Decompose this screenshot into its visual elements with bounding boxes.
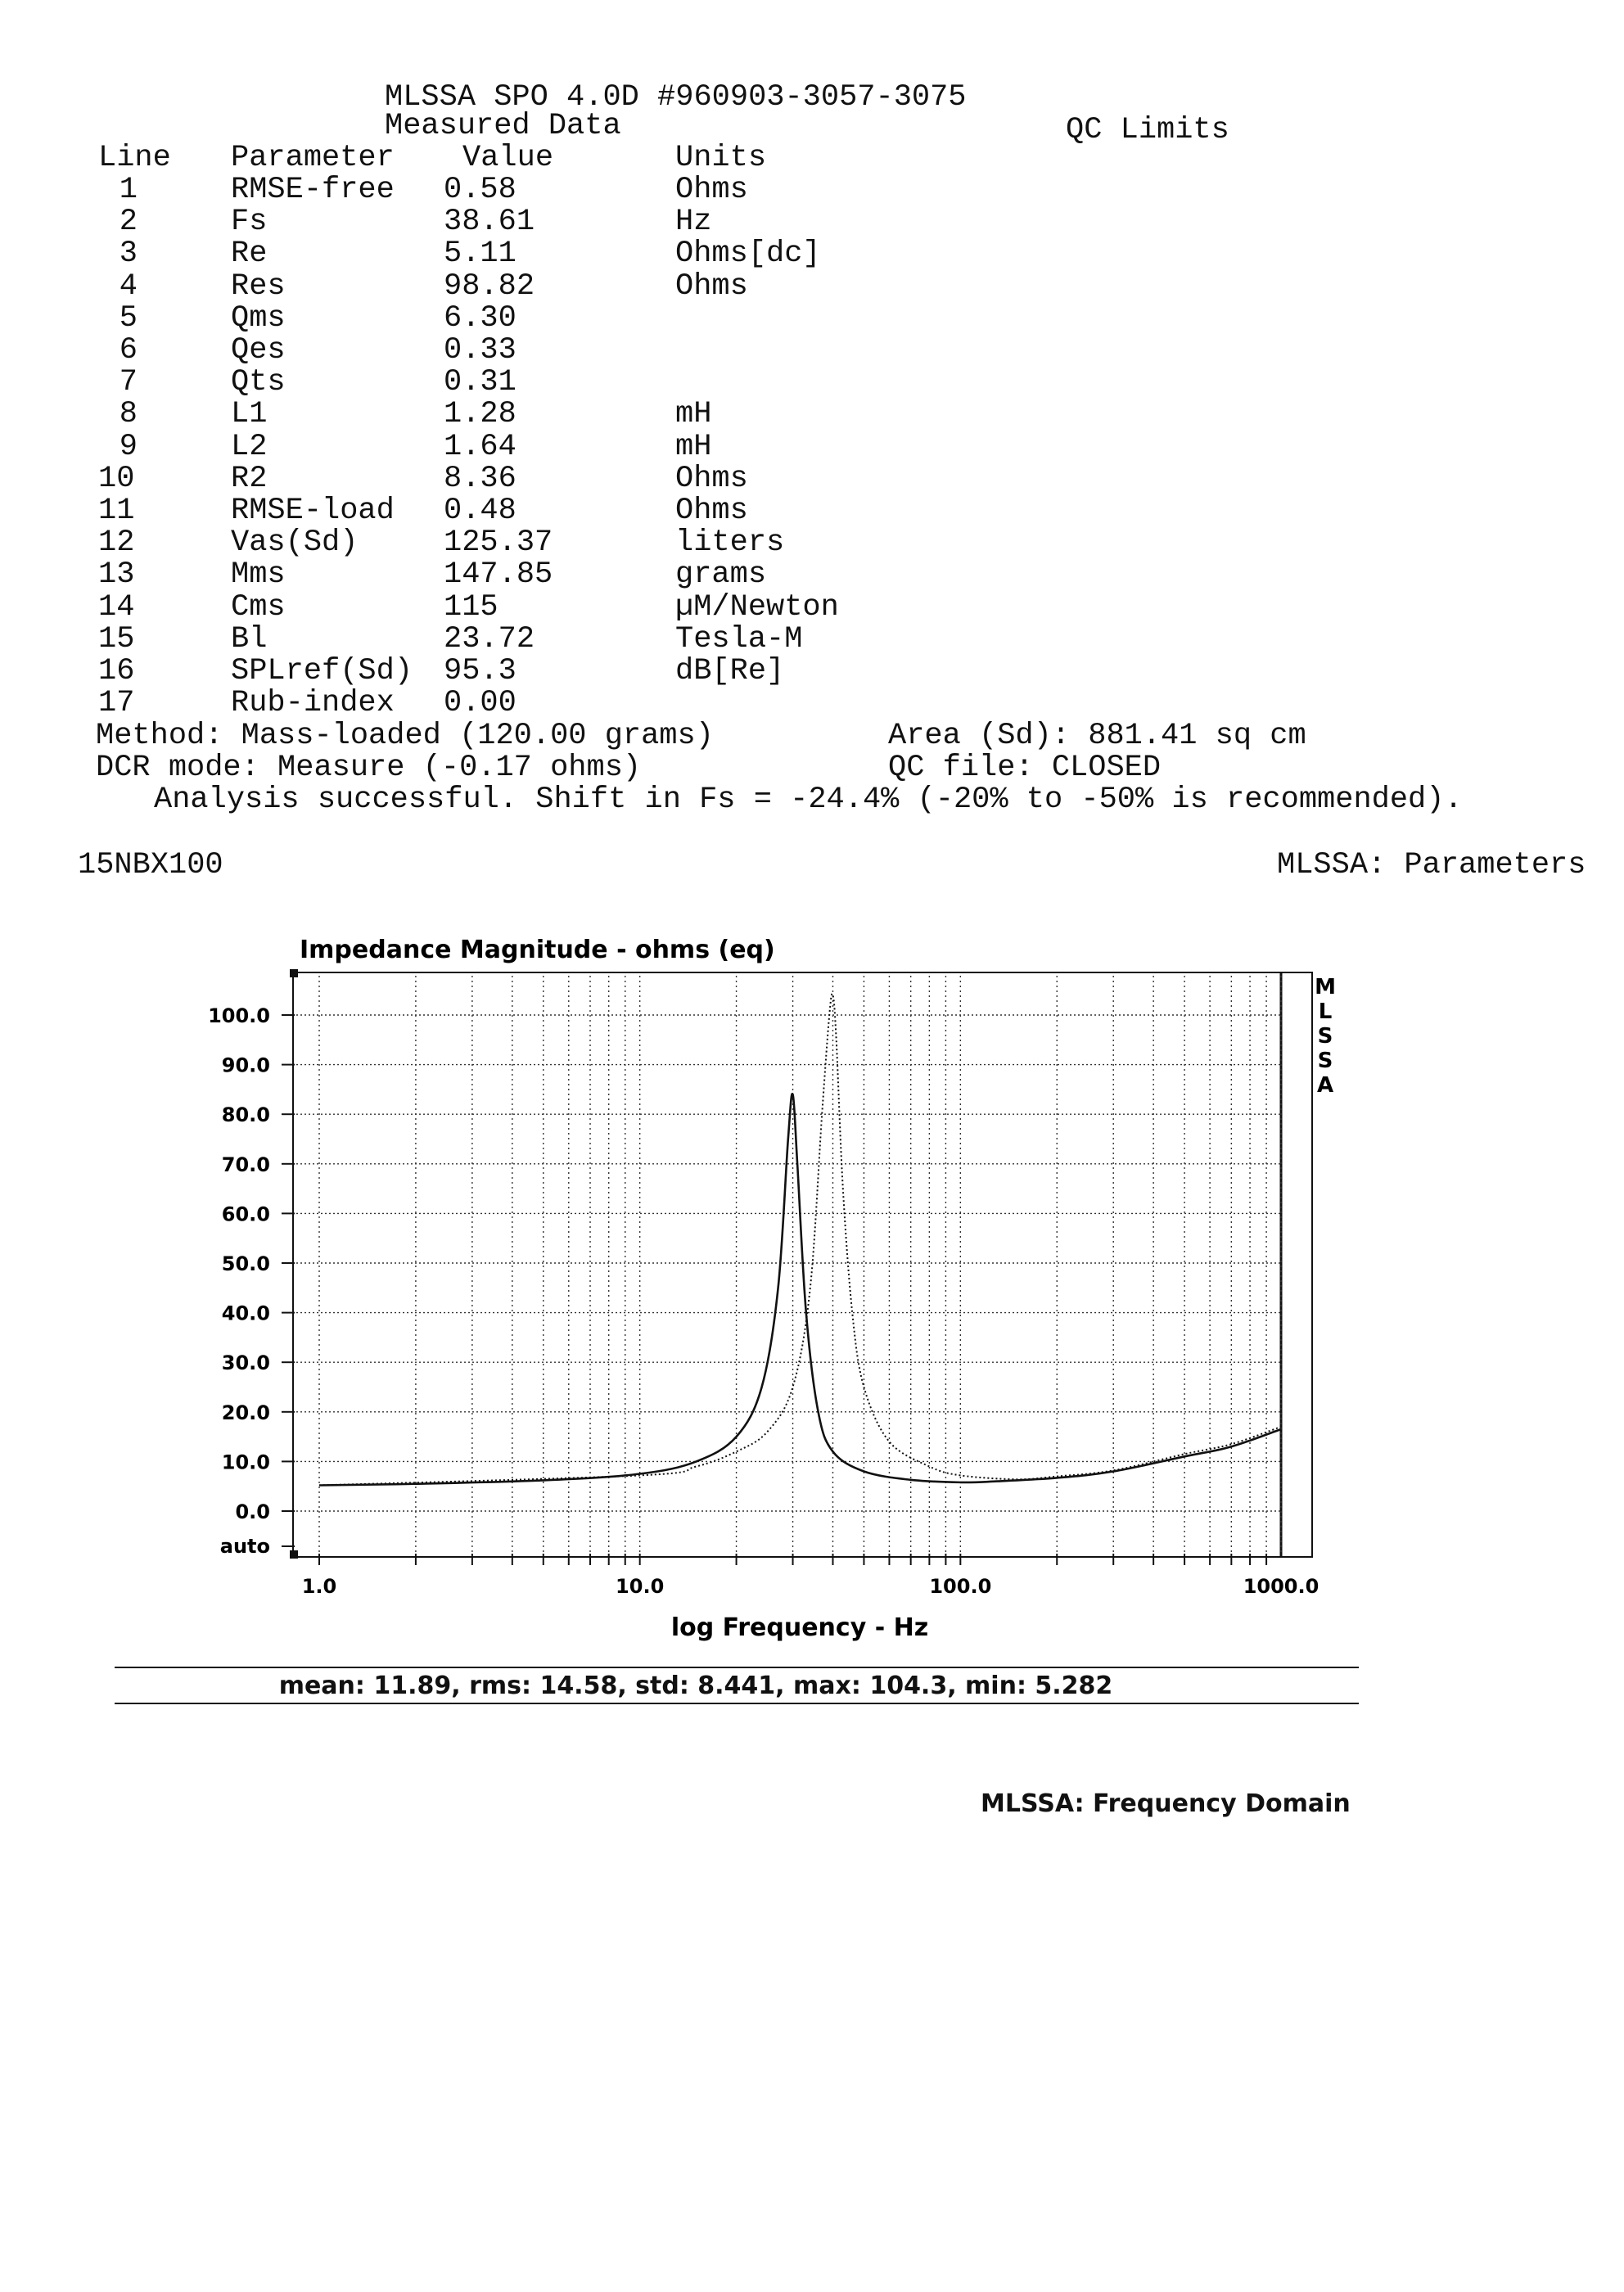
- table-cell-line: 4: [119, 268, 138, 304]
- table-cell-line: 13: [98, 557, 135, 593]
- table-cell-parameter: Cms: [231, 589, 286, 625]
- table-cell-parameter: L1: [231, 397, 268, 432]
- table-cell-parameter: Res: [231, 268, 286, 304]
- side-label-letter: A: [1316, 1073, 1334, 1098]
- y-auto-label: auto: [219, 1535, 270, 1558]
- table-cell-parameter: Qts: [231, 365, 286, 400]
- table-cell-value: 1.64: [444, 429, 517, 464]
- table-cell-units: µM/Newton: [675, 589, 839, 625]
- y-tick-label: 60.0: [221, 1202, 270, 1226]
- table-cell-line: 16: [98, 654, 135, 688]
- y-tick-label: 50.0: [221, 1252, 270, 1275]
- table-cell-line: 7: [119, 365, 138, 400]
- table-cell-line: 17: [98, 686, 135, 721]
- dcr-mode-line: DCR mode: Measure (-0.17 ohms): [96, 751, 642, 785]
- qc-file-line: QC file: CLOSED: [888, 751, 1162, 785]
- col-header-line: Line: [98, 141, 171, 175]
- y-tick-label: 80.0: [221, 1103, 270, 1127]
- table-cell-units: liters: [675, 526, 785, 561]
- table-cell-value: 95.3: [444, 654, 517, 688]
- section-label-parameters: MLSSA: Parameters: [1277, 848, 1586, 882]
- table-cell-line: 3: [119, 237, 138, 272]
- table-cell-line: 1: [119, 173, 138, 207]
- table-cell-units: mH: [675, 429, 712, 464]
- table-cell-parameter: Mms: [231, 557, 286, 593]
- side-label-letter: L: [1318, 999, 1333, 1024]
- area-line: Area (Sd): 881.41 sq cm: [888, 719, 1306, 753]
- table-cell-line: 5: [119, 300, 138, 336]
- table-cell-parameter: Re: [231, 237, 268, 272]
- table-cell-value: 147.85: [444, 557, 553, 593]
- table-cell-value: 0.00: [444, 686, 517, 721]
- col-header-parameter: Parameter: [231, 141, 395, 175]
- table-cell-value: 98.82: [444, 268, 535, 304]
- table-cell-parameter: Vas(Sd): [231, 526, 359, 561]
- qc-limits-heading: QC Limits: [1066, 113, 1229, 147]
- table-cell-value: 23.72: [444, 621, 535, 656]
- table-cell-value: 0.33: [444, 333, 517, 368]
- side-label-letter: M: [1315, 975, 1336, 999]
- table-cell-units: Ohms: [675, 461, 748, 496]
- method-line: Method: Mass-loaded (120.00 grams): [96, 719, 714, 753]
- analysis-line: Analysis successful. Shift in Fs = -24.4% (-20% to -50% is recommended).: [154, 783, 1463, 817]
- col-header-units: Units: [675, 141, 767, 175]
- table-cell-value: 5.11: [444, 237, 517, 272]
- report-title: MLSSA SPO 4.0D #960903-3057-3075: [385, 80, 967, 115]
- report-subtitle: Measured Data: [385, 109, 621, 143]
- table-cell-units: Tesla-M: [675, 621, 803, 656]
- y-tick-label: 30.0: [221, 1351, 270, 1375]
- table-cell-parameter: Fs: [231, 205, 268, 240]
- table-cell-value: 0.58: [444, 173, 517, 207]
- col-header-value: Value: [462, 141, 554, 175]
- table-cell-value: 6.30: [444, 300, 517, 336]
- side-label-letter: S: [1317, 1024, 1333, 1049]
- y-tick-label: 40.0: [221, 1302, 270, 1325]
- table-cell-line: 12: [98, 526, 135, 561]
- frame-corner-marker-bottom: [290, 1550, 298, 1559]
- table-cell-line: 15: [98, 621, 135, 656]
- table-cell-value: 1.28: [444, 397, 517, 432]
- x-tick-label: 1.0: [301, 1575, 337, 1598]
- table-cell-line: 2: [119, 205, 138, 240]
- y-tick-label: 20.0: [221, 1401, 270, 1424]
- y-tick-label: 70.0: [221, 1153, 270, 1176]
- x-tick-label: 10.0: [616, 1575, 665, 1598]
- table-cell-units: Ohms: [675, 494, 748, 528]
- x-tick-label: 1000.0: [1243, 1575, 1320, 1598]
- table-cell-units: Ohms[dc]: [675, 237, 821, 272]
- table-cell-units: mH: [675, 397, 712, 432]
- table-cell-line: 8: [119, 397, 138, 432]
- table-cell-units: Ohms: [675, 173, 748, 207]
- stats-top-rule: [115, 1667, 1359, 1668]
- table-cell-units: dB[Re]: [675, 654, 785, 688]
- table-cell-parameter: RMSE-load: [231, 494, 395, 528]
- table-cell-units: Ohms: [675, 268, 748, 304]
- side-label-letter: S: [1317, 1049, 1333, 1073]
- table-cell-line: 11: [98, 494, 135, 528]
- table-cell-parameter: Bl: [231, 621, 268, 656]
- table-cell-units: grams: [675, 557, 767, 593]
- impedance-series-solid: [319, 1094, 1281, 1485]
- table-cell-line: 6: [119, 333, 138, 368]
- table-cell-value: 0.48: [444, 494, 517, 528]
- table-cell-parameter: R2: [231, 461, 268, 496]
- y-tick-label: 90.0: [221, 1054, 270, 1077]
- frame-corner-marker-top: [290, 969, 298, 977]
- y-tick-label: 0.0: [235, 1500, 270, 1523]
- stats-line: mean: 11.89, rms: 14.58, std: 8.441, max: 104.3, min: 5.282: [278, 1672, 1113, 1700]
- stats-bottom-rule: [115, 1703, 1359, 1704]
- table-cell-line: 10: [98, 461, 135, 496]
- table-cell-parameter: L2: [231, 429, 268, 464]
- y-tick-label: 100.0: [208, 1004, 270, 1027]
- table-cell-parameter: Qms: [231, 300, 286, 336]
- model-label: 15NBX100: [78, 848, 223, 882]
- table-cell-value: 115: [444, 589, 498, 625]
- table-cell-parameter: Rub-index: [231, 686, 395, 721]
- chart-title: Impedance Magnitude - ohms (eq): [300, 936, 775, 964]
- x-axis-label: log Frequency - Hz: [670, 1613, 929, 1642]
- section-label-frequency-domain: MLSSA: Frequency Domain: [981, 1789, 1351, 1818]
- y-tick-label: 10.0: [221, 1451, 270, 1474]
- table-cell-line: 9: [119, 429, 138, 464]
- table-cell-units: Hz: [675, 205, 712, 240]
- table-cell-parameter: Qes: [231, 333, 286, 368]
- x-tick-label: 100.0: [929, 1575, 992, 1598]
- table-cell-value: 125.37: [444, 526, 553, 561]
- table-cell-value: 38.61: [444, 205, 535, 240]
- table-cell-value: 0.31: [444, 365, 517, 400]
- table-cell-parameter: RMSE-free: [231, 173, 395, 207]
- table-cell-line: 14: [98, 589, 135, 625]
- table-cell-value: 8.36: [444, 461, 517, 496]
- table-cell-parameter: SPLref(Sd): [231, 654, 413, 688]
